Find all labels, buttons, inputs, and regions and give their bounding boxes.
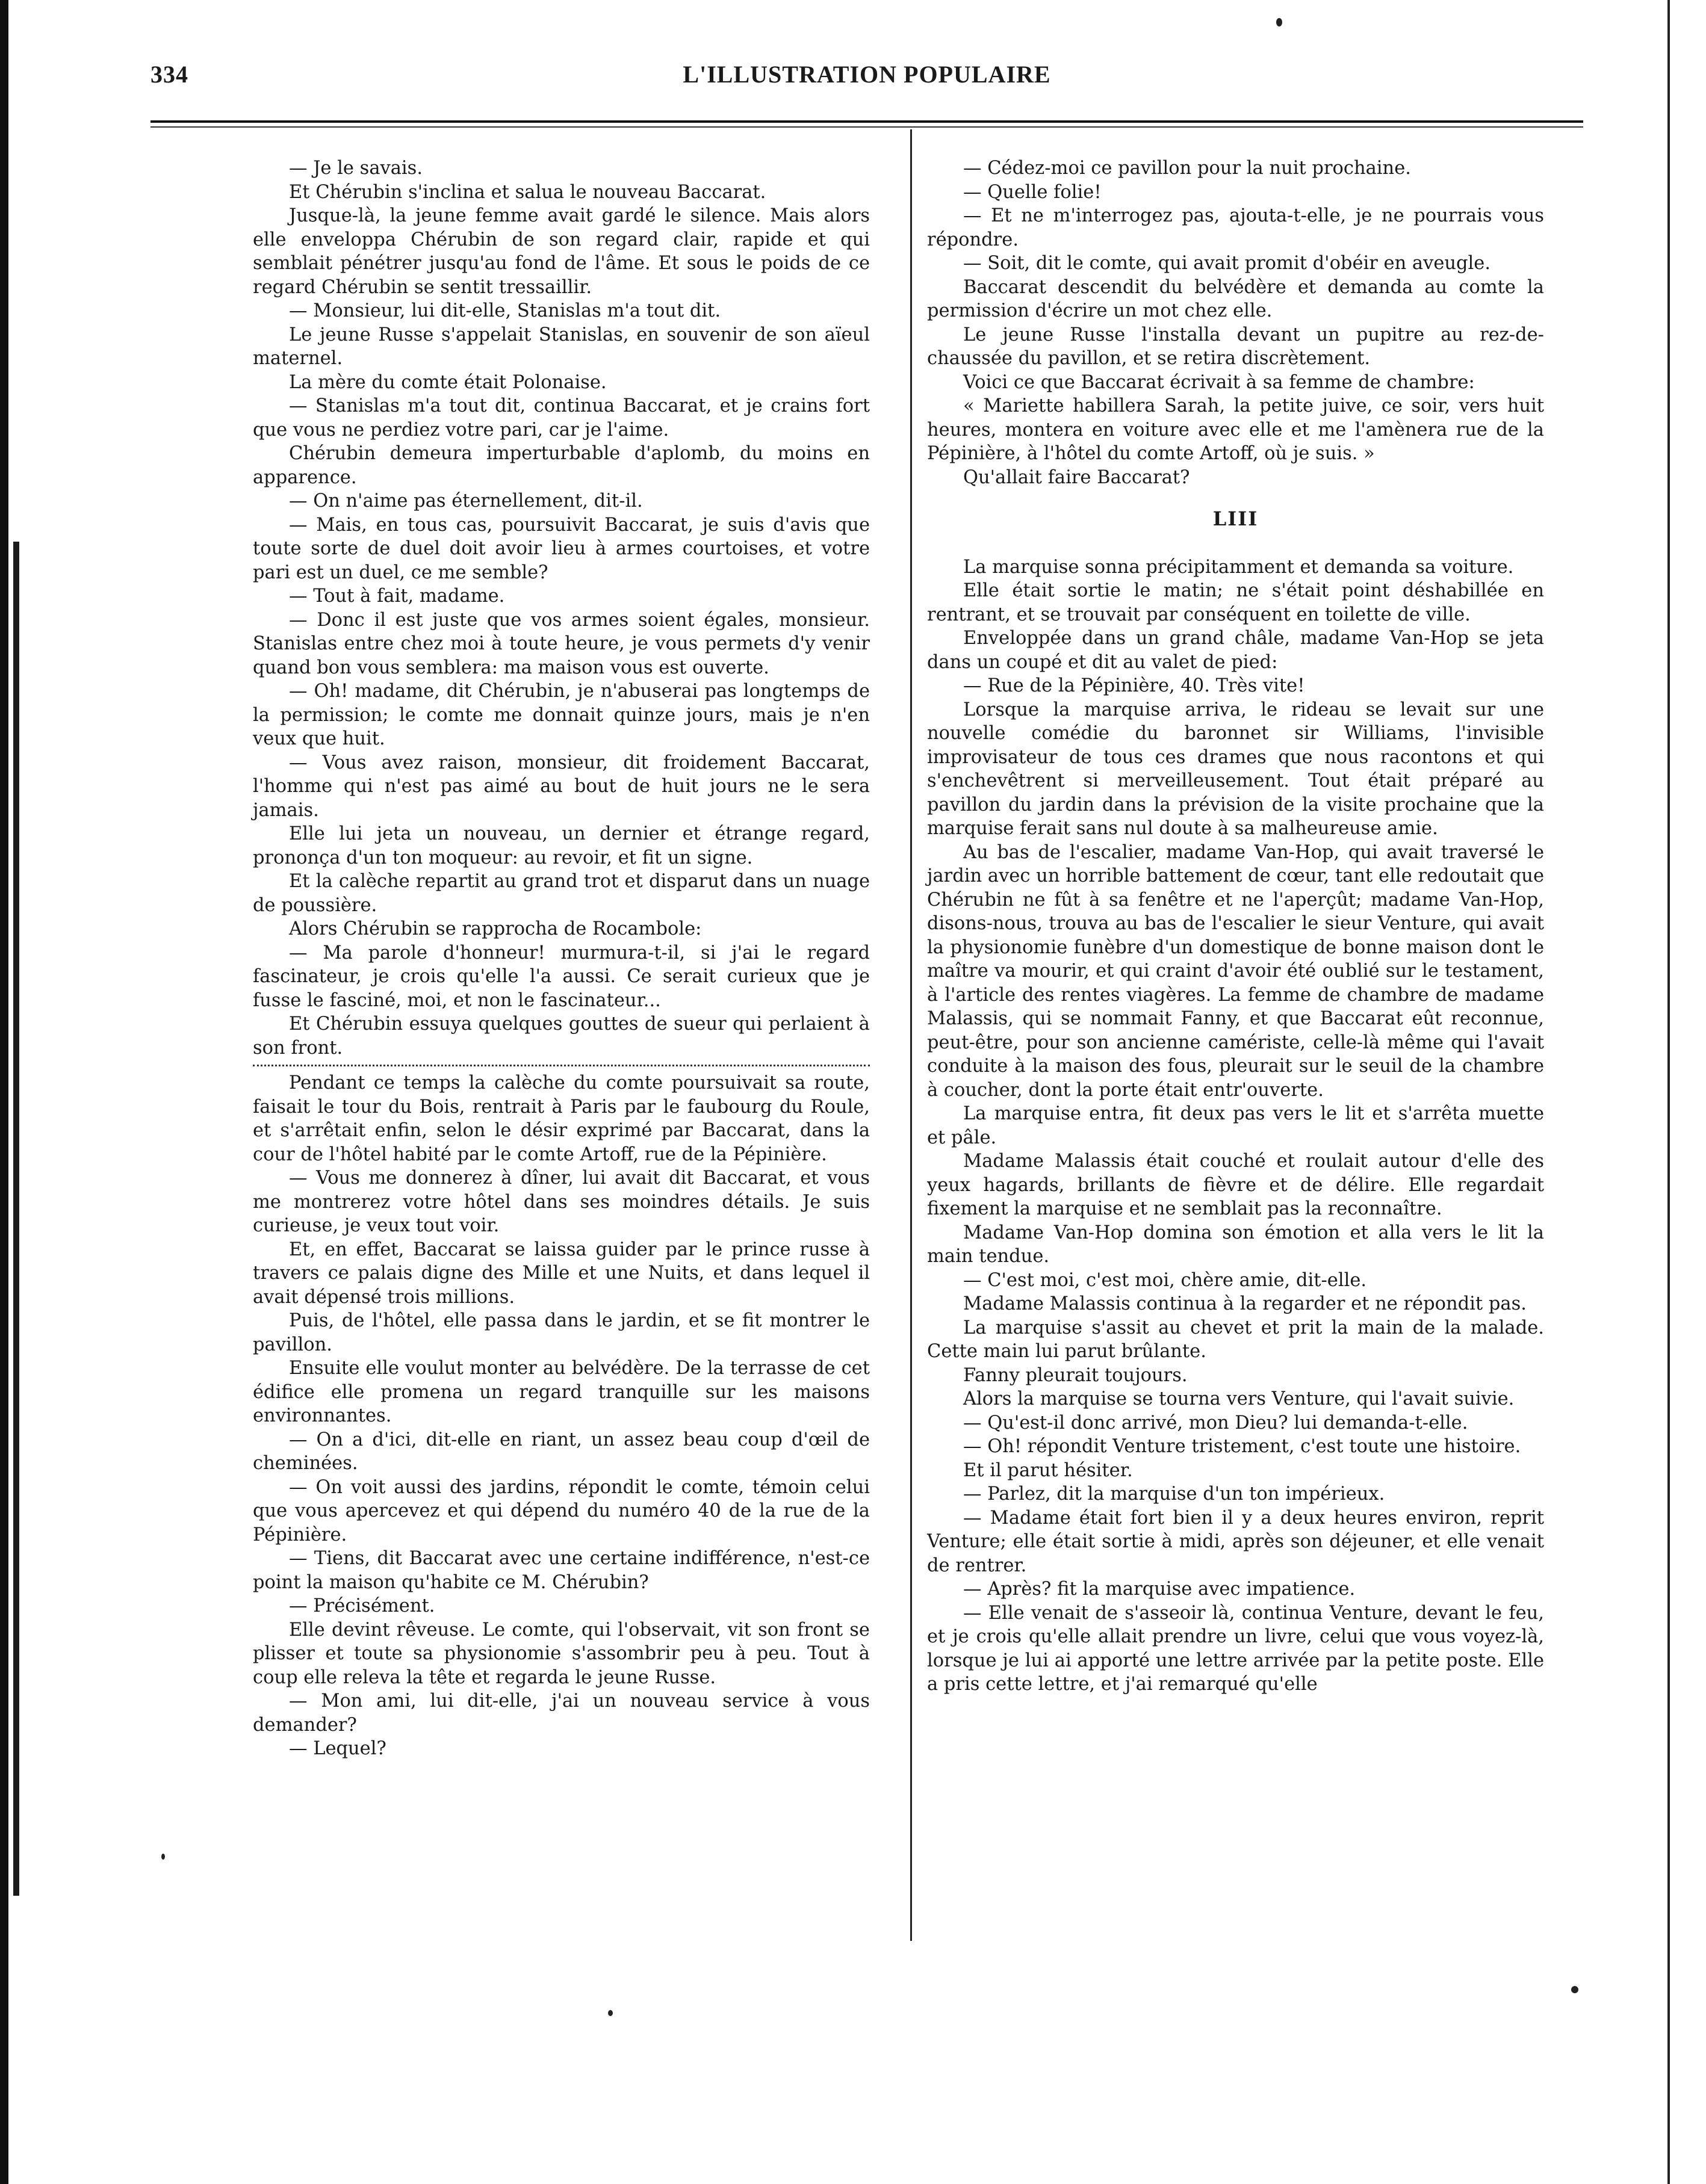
paragraph: Alors Chérubin se rapprocha de Rocambole:	[289, 918, 702, 939]
print-speck	[1571, 1986, 1578, 1993]
right-column	[927, 156, 1544, 1697]
paragraph: Et Chérubin essuya quelques gouttes de sueur qui perlaient à son front.	[253, 1013, 870, 1059]
paragraph: Madame Van-Hop domina son émotion et alla vers le lit la main tendue.	[927, 1222, 1544, 1267]
paragraph: — Stanislas m'a tout dit, continua Baccarat, et je crains fort que vous ne perdiez votre pari, car je l'aime.	[253, 395, 870, 441]
header-rule	[150, 120, 1583, 123]
paragraph: — Madame était fort bien il y a deux heures environ, reprit Venture; elle était sortie à midi, après son déjeuner, et elle venait de rentrer.	[927, 1507, 1544, 1576]
paragraph: — Qu'est-il donc arrivé, mon Dieu? lui demanda-t-elle.	[963, 1412, 1468, 1434]
paragraph: — Donc il est juste que vos armes soient égales, monsieur. Stanislas entre chez moi à toute heure, je vous permets d'y venir quand bon vous semblera: ma maison vous est ouverte.	[253, 609, 870, 678]
paragraph: Puis, de l'hôtel, elle passa dans le jardin, et se fit montrer le pavillon.	[253, 1310, 870, 1355]
paragraph: Pendant ce temps la calèche du comte poursuivait sa route, faisait le tour du Bois, rentrait à Paris par le faubourg du Roule, et s'arrêtait enfin, selon le désir exprimé par Baccarat, dans la cour de l'hôtel habité par le comte Artoff, rue de la Pépinière.	[253, 1072, 870, 1165]
paragraph: Et il parut hésiter.	[963, 1459, 1133, 1481]
paragraph: — Mon ami, lui dit-elle, j'ai un nouveau service à vous demander?	[253, 1691, 870, 1736]
running-head	[150, 60, 1583, 96]
paragraph: — C'est moi, c'est moi, chère amie, dit-elle.	[963, 1269, 1367, 1291]
newspaper-page	[150, 36, 1583, 2167]
paragraph: La mère du comte était Polonaise.	[289, 371, 607, 393]
paragraph: — Tout à fait, madame.	[289, 586, 505, 607]
paragraph: — Parlez, dit la marquise d'un ton impérieux.	[963, 1483, 1385, 1505]
paragraph: Et, en effet, Baccarat se laissa guider par le prince russe à travers ce palais digne des Mille et une Nuits, et dans lequel il avait dépensé trois millions.	[253, 1239, 870, 1308]
paragraph: — On voit aussi des jardins, répondit le comte, témoin celui que vous apercevez et qui dépend du numéro 40 de la rue de la Pépinière.	[253, 1476, 870, 1545]
paragraph: — Elle venait de s'asseoir là, continua Venture, devant le feu, et je crois qu'elle allait prendre un livre, celui que vous voyez-là, lorsque je lui ai apporté une lettre arrivée par la petite poste. Elle a pris cette lettre, et j'ai remarqué qu'elle	[927, 1602, 1544, 1695]
scan-border-shadow	[13, 542, 19, 1896]
column-rule	[910, 129, 912, 1941]
paragraph: — Quelle folie!	[963, 181, 1102, 203]
header-rule-thin	[150, 126, 1583, 128]
paragraph: — Tiens, dit Baccarat avec une certaine indifférence, n'est-ce point la maison qu'habite ce M. Chérubin?	[253, 1548, 870, 1593]
paragraph: Elle devint rêveuse. Le comte, qui l'observait, vit son front se plisser et toute sa physionomie s'assombrir peu à peu. Tout à coup elle releva la tête et regarda le jeune Russe.	[253, 1619, 870, 1688]
left-column	[253, 156, 870, 1761]
paragraph: Le jeune Russe s'appelait Stanislas, en souvenir de son aïeul maternel.	[253, 324, 870, 369]
paragraph: Le jeune Russe l'installa devant un pupitre au rez-de-chaussée du pavillon, et se retira discrètement.	[927, 324, 1544, 369]
paragraph: — Vous me donnerez à dîner, lui avait dit Baccarat, et vous me montrerez votre hôtel dans ses moindres détails. Je suis curieuse, je veux tout voir.	[253, 1168, 870, 1236]
paragraph: Et Chérubin s'inclina et salua le nouveau Baccarat.	[289, 181, 766, 203]
paragraph: « Mariette habillera Sarah, la petite juive, ce soir, vers huit heures, montera en voiture avec elle et me l'amènera rue de la Pépinière, à l'hôtel du comte Artoff, où je suis. »	[927, 395, 1544, 464]
paragraph: — Monsieur, lui dit-elle, Stanislas m'a tout dit.	[289, 300, 721, 321]
paragraph: — Oh! madame, dit Chérubin, je n'abuserai pas longtemps de la permission; le comte me donnait quinze jours, mais je n'en veux que huit.	[253, 681, 870, 749]
paragraph: Au bas de l'escalier, madame Van-Hop, qui avait traversé le jardin avec un horrible battement de cœur, tant elle redoutait que Chérubin ne fût à sa fenêtre et ne l'aperçût; madame Van-Hop, disons-nous, trouva au bas de l'escalier le sieur Venture, qui avait la physionomie funèbre d'un domestique de bonne maison dont le maître va mourir, et qui craint d'avoir été oublié sur le testament, à l'article des rentes viagères. La femme de chambre de madame Malassis, qui se nommait Fanny, et que Baccarat eût reconnue, peut-être, pour son ancienne camériste, celle-là même qui l'avait conduite à la maison des fous, pleurait sur le seuil de la chambre à coucher, dont la porte était entr'ouverte.	[927, 841, 1544, 1101]
paragraph: — Lequel?	[289, 1738, 386, 1759]
paragraph: Ensuite elle voulut monter au belvédère. De la terrasse de cet édifice elle promena un regard tranquille sur les maisons environnantes.	[253, 1358, 870, 1426]
paragraph: Voici ce que Baccarat écrivait à sa femme de chambre:	[963, 371, 1475, 393]
paragraph: Fanny pleurait toujours.	[963, 1364, 1188, 1386]
print-speck	[161, 1854, 165, 1860]
paragraph: Baccarat descendit du belvédère et demanda au comte la permission d'écrire un mot chez elle.	[927, 276, 1544, 321]
paragraph: Elle lui jeta un nouveau, un dernier et étrange regard, prononça d'un ton moqueur: au revoir, et fit un signe.	[253, 823, 870, 868]
paragraph: — Oh! répondit Venture tristement, c'est toute une histoire.	[963, 1436, 1521, 1457]
paragraph: La marquise s'assit au chevet et prit la main de la malade. Cette main lui parut brûlante.	[927, 1317, 1544, 1362]
paragraph: — On n'aime pas éternellement, dit-il.	[289, 490, 643, 512]
paragraph: — Je le savais.	[289, 158, 423, 179]
page-number: 334	[150, 61, 188, 88]
paragraph: Madame Malassis continua à la regarder et ne répondit pas.	[963, 1293, 1527, 1314]
paragraph: Alors la marquise se tourna vers Venture, qui l'avait suivie.	[963, 1388, 1515, 1409]
paragraph: Madame Malassis était couché et roulait autour d'elle des yeux hagards, brillants de fièvre et de délire. Elle regardait fixement la marquise et ne semblait pas la reconnaître.	[927, 1151, 1544, 1219]
paragraph: Chérubin demeura imperturbable d'aplomb, du moins en apparence.	[253, 443, 870, 488]
scan-border-left	[0, 0, 8, 2184]
paragraph: — Après? fit la marquise avec impatience.	[963, 1579, 1356, 1600]
paragraph: — Et ne m'interrogez pas, ajouta-t-elle, je ne pourrais vous répondre.	[927, 205, 1544, 250]
paragraph: Elle était sortie le matin; ne s'était point déshabillée en rentrant, et se trouvait par conséquent en toilette de ville.	[927, 580, 1544, 625]
paragraph: Qu'allait faire Baccarat?	[963, 466, 1190, 488]
paragraph: Lorsque la marquise arriva, le rideau se levait sur une nouvelle comédie du baronnet sir Williams, l'invisible improvisateur de tous ces drames que nous racontons et qui s'enchevêtrent si merveilleusement. Tout était préparé au pavillon du jardin dans la prévision de la visite prochaine que la marquise ferait sans nul doute à sa malheureuse amie.	[927, 699, 1544, 839]
paragraph: — On a d'ici, dit-elle en riant, un assez beau coup d'œil de cheminées.	[253, 1429, 870, 1474]
chapter-heading: LIII	[1212, 507, 1259, 530]
paragraph: Jusque-là, la jeune femme avait gardé le silence. Mais alors elle enveloppa Chérubin de son regard clair, rapide et qui semblait pénétrer jusqu'au fond de l'âme. Et sous le poids de ce regard Chérubin se sentit tressaillir.	[253, 205, 870, 298]
journal-title: L'ILLUSTRATION POPULAIRE	[683, 61, 1051, 88]
section-separator	[253, 1065, 870, 1066]
paragraph: — Vous avez raison, monsieur, dit froidement Baccarat, l'homme qui n'est pas aimé au bout de huit jours ne le sera jamais.	[253, 752, 870, 821]
paragraph: Et la calèche repartit au grand trot et disparut dans un nuage de poussière.	[253, 871, 870, 916]
paragraph: — Rue de la Pépinière, 40. Très vite!	[963, 675, 1305, 696]
paragraph: — Soit, dit le comte, qui avait promit d'obéir en aveugle.	[963, 253, 1491, 274]
paragraph: — Ma parole d'honneur! murmura-t-il, si j'ai le regard fascinateur, je crois qu'elle l'a aussi. Ce serait curieux que je fusse le fasciné, moi, et non le fascinateur...	[253, 942, 870, 1011]
print-speck	[1276, 18, 1282, 26]
paragraph: — Cédez-moi ce pavillon pour la nuit prochaine.	[963, 158, 1411, 179]
paragraph: La marquise entra, fit deux pas vers le lit et s'arrêta muette et pâle.	[927, 1103, 1544, 1148]
scan-border-right	[1667, 0, 1670, 2184]
paragraph: Enveloppée dans un grand châle, madame Van-Hop se jeta dans un coupé et dit au valet de pied:	[927, 628, 1544, 673]
paragraph: — Précisément.	[289, 1595, 435, 1616]
paragraph: — Mais, en tous cas, poursuivit Baccarat, je suis d'avis que toute sorte de duel doit avoir lieu à armes courtoises, et votre pari est un duel, ce me semble?	[253, 514, 870, 583]
paragraph: La marquise sonna précipitamment et demanda sa voiture.	[963, 556, 1514, 578]
print-speck	[608, 2010, 613, 2016]
